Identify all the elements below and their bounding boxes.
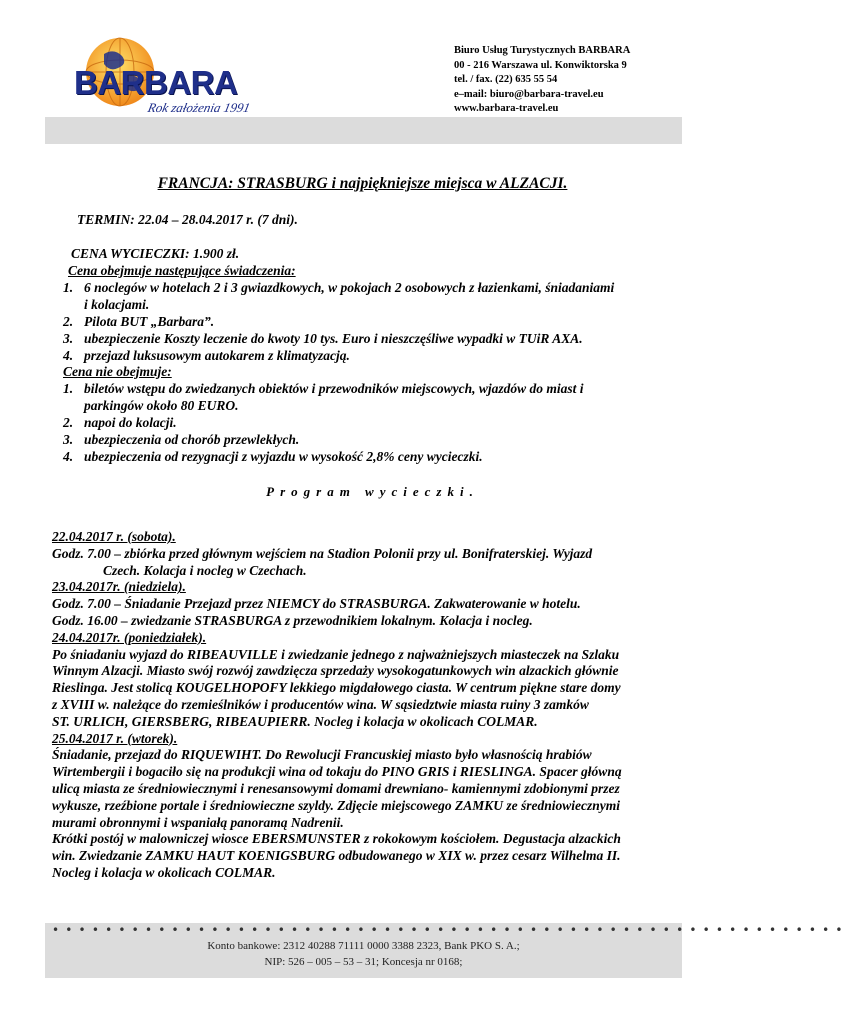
excluded-item-number: 3.	[63, 432, 74, 447]
excluded-item-number: 1.	[63, 381, 74, 396]
program-day-heading: 23.04.2017r. (niedziela).	[52, 579, 186, 595]
document-title: FRANCJA: STRASBURG i najpiękniejsze miejsca w ALZACJI.	[157, 175, 568, 192]
program-text-line: wykusze, rzeźbione portale i średniowieczne szyldy. Zdjęcie miejscowego ZAMKU ze średniowiecznymi	[52, 797, 620, 813]
footer-bank-account: Konto bankowe: 2312 40288 71111 0000 3388 2323, Bank PKO S. A.;	[207, 940, 520, 952]
excluded-item-number: 2.	[63, 415, 74, 430]
program-text-line: Winnym Alzacji. Miasto swój rozwój zawdzięcza sprzedaży wysokogatunkowych win alzackich głównie	[52, 663, 619, 679]
excluded-item-text: biletów wstępu do zwiedzanych obiektów i przewodników miejscowych, wjazdów do miast i	[84, 381, 584, 396]
company-phone: tel. / fax. (22) 635 55 54	[454, 74, 558, 86]
excluded-item-text: napoi do kolacji.	[84, 415, 177, 430]
barbara-logo	[68, 36, 268, 120]
company-email: e–mail: biuro@barbara-travel.eu	[454, 88, 604, 100]
included-item-text: i kolacjami.	[84, 297, 150, 312]
program-text-line: z XVIII w. należące do rzemieślników i producentów wina. W sąsiedztwie miasta ruiny 3 zamków	[52, 697, 589, 712]
program-text-line: Rieslinga. Jest stolicą KOUGELHOPOFY lekkiego migdałowego ciasta. W centrum piękne stare domy	[52, 680, 621, 696]
company-address: 00 - 216 Warszawa ul. Konwiktorska 9	[454, 59, 627, 71]
company-info	[454, 44, 630, 117]
program-text-line: murami obronnymi i wspaniałą panoramą Nadrenii.	[52, 814, 344, 830]
excluded-item-number: 4.	[63, 449, 74, 464]
program-text-line: win. Zwiedzanie ZAMKU HAUT KOENIGSBURG odbudowanego w XIX w. przez cesarz Wilhelma II.	[52, 848, 621, 864]
company-website: www.barbara-travel.eu	[454, 103, 559, 115]
trip-dates: TERMIN: 22.04 – 28.04.2017 r. (7 dni).	[77, 212, 298, 227]
included-item-text: ubezpieczenie Koszty leczenie do kwoty 10 tys. Euro i nieszczęśliwe wypadki w TUiR AXA.	[84, 331, 583, 346]
program-text-line: Godz. 7.00 – Śniadanie Przejazd przez NIEMCY do STRASBURGA. Zakwaterowanie w hotelu.	[52, 596, 581, 612]
program-text-line: Śniadanie, przejazd do RIQUEWIHT. Do Rewolucji Francuskiej miasto było własnością hrabiów	[52, 747, 592, 763]
program-text-line: Godz. 16.00 – zwiedzanie STRASBURGA z przewodnikiem lokalnym. Kolacja i nocleg.	[52, 613, 533, 628]
program-text-line: ulicą miasta ze średniowiecznymi i renesansowymi domami drewniano- kamiennymi zdobionymi przez	[52, 781, 620, 796]
header-divider-bar	[45, 117, 682, 144]
included-item-number: 1.	[63, 280, 74, 295]
program-heading: Program wycieczki.	[266, 484, 479, 499]
program-text-line: Nocleg i kolacja w okolicach COLMAR.	[52, 865, 276, 880]
program-text-line: Krótki postój w malowniczej wiosce EBERSMUNSTER z rokokowym kościołem. Degustacja alzackich	[52, 831, 621, 847]
program-text-line: Po śniadaniu wyjazd do RIBEAUVILLE i zwiedzanie jednego z najważniejszych miasteczek na Szlaku	[52, 646, 620, 662]
included-item-text: 6 noclegów w hotelach 2 i 3 gwiazdkowych, w pokojach 2 osobowych z łazienkami, śniadaniami	[84, 280, 615, 295]
excluded-item-text: parkingów około 80 EURO.	[84, 398, 239, 413]
excluded-item-text: ubezpieczenia od rezygnacji z wyjazdu w wysokość 2,8% ceny wycieczki.	[84, 449, 483, 464]
included-item-text: Pilota BUT „Barbara”.	[84, 314, 215, 329]
logo-tagline: Rok założenia 1991	[146, 100, 252, 115]
included-item-number: 4.	[63, 348, 74, 363]
footer-nip: NIP: 526 – 005 – 53 – 31; Koncesja nr 0168;	[264, 956, 463, 968]
program-day-heading: 25.04.2017 r. (wtorek).	[52, 730, 178, 746]
included-item-number: 3.	[63, 331, 74, 346]
logo-wordmark: BARBARA	[74, 64, 238, 101]
program-day-heading: 24.04.2017r. (poniedziałek).	[52, 629, 207, 645]
program-text-line: ST. URLICH, GIERSBERG, RIBEAUPIERR. Nocleg i kolacja w okolicach COLMAR.	[52, 713, 538, 729]
included-item-text: przejazd luksusowym autokarem z klimatyzacją.	[84, 348, 350, 363]
footer-dotted-rule: ••••••••••••••••••••••••••••••••••••••••••••••••••••••••••••	[52, 923, 849, 937]
company-name: Biuro Usług Turystycznych BARBARA	[454, 45, 631, 56]
included-item-number: 2.	[63, 314, 74, 329]
included-heading: Cena obejmuje następujące świadczenia:	[68, 263, 296, 278]
excluded-item-text: ubezpieczenia od chorób przewlekłych.	[84, 432, 300, 447]
program-text-line: Wirtembergii i bogaciło się na produkcji wina od tokaju do PINO GRIS i RIESLINGA. Spacer główną	[52, 764, 622, 780]
program-text-line: Godz. 7.00 – zbiórka przed głównym wejściem na Stadion Polonii przy ul. Bonifraterskiej. Wyjazd	[52, 545, 593, 561]
trip-price: CENA WYCIECZKI: 1.900 zł.	[71, 246, 240, 261]
excluded-heading: Cena nie obejmuje:	[63, 364, 172, 379]
program-text-line: Czech. Kolacja i nocleg w Czechach.	[103, 562, 307, 578]
program-day-heading: 22.04.2017 r. (sobota).	[52, 529, 176, 544]
